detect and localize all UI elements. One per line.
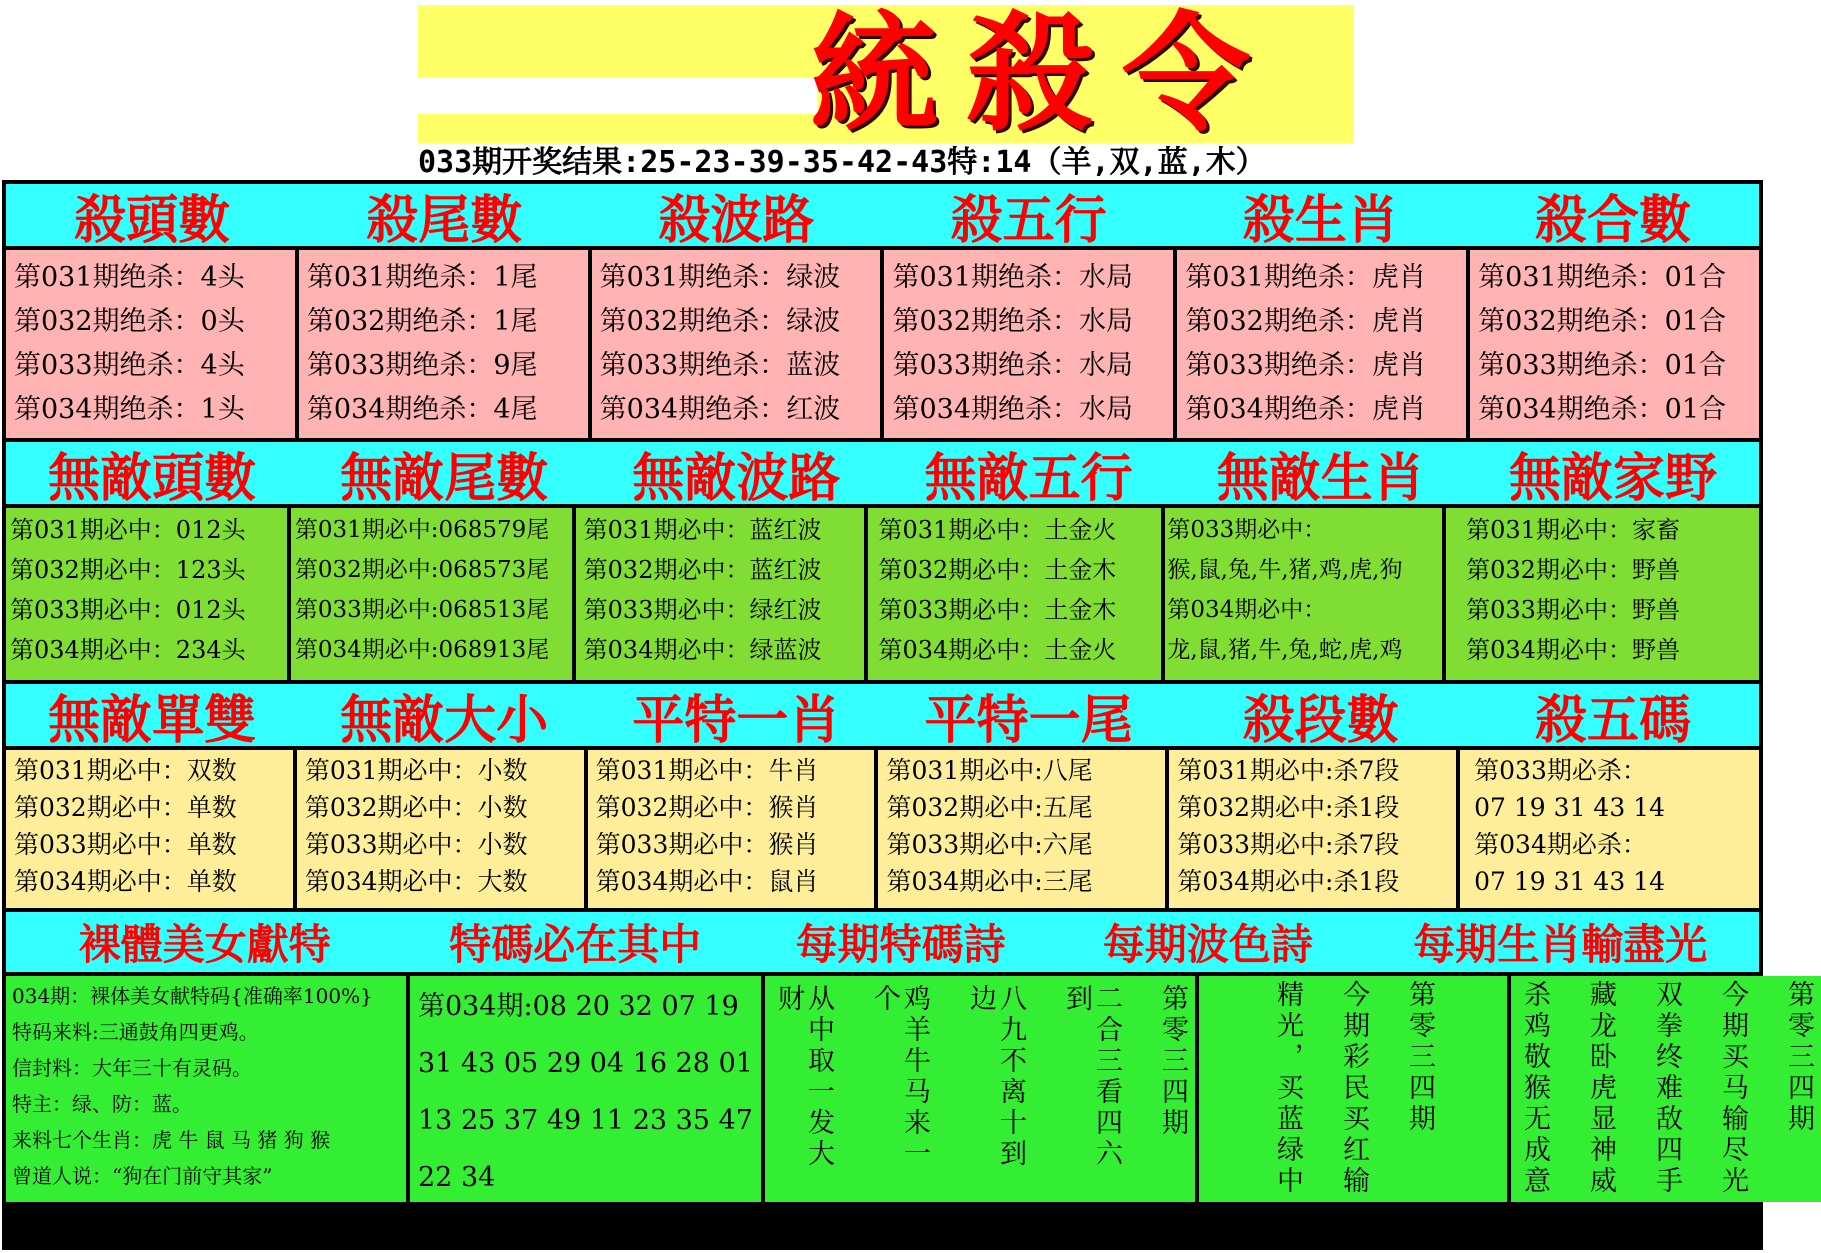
header-kill-segment: 殺段數 xyxy=(1242,690,1399,751)
code-poem-cell: 第零三四期 二合三看四六到 八九不离十到边 鸡羊牛马来一个 从中取一发大财 xyxy=(765,976,1195,1202)
draw-result: 033期开奖结果:25-23-39-35-42-43特:14（羊,双,蓝,木） xyxy=(418,145,1266,180)
header-win-wave: 無敵波路 xyxy=(632,448,841,509)
win-head-cell: 第031期必中：012头 第032期必中：123头 第033期必中：012头 第034期必中：234头 xyxy=(6,508,287,680)
kill-row xyxy=(6,250,1759,438)
header-codes: 特碼必在其中 xyxy=(449,920,702,969)
header-kill-sum: 殺合數 xyxy=(1534,190,1691,251)
kill-sum-cell: 第031期绝杀：01合 第032期绝杀：01合 第033期绝杀：01合 第034期绝杀：01合 xyxy=(1470,250,1759,438)
kill-element-cell: 第031期绝杀：水局 第032期绝杀：水局 第033期绝杀：水局 第034期绝杀：水局 xyxy=(884,250,1173,438)
header-kill-tail: 殺尾數 xyxy=(366,190,523,251)
codes-cell: 第034期:08 20 32 07 19 31 43 05 29 04 16 28 01 13 25 37 49 11 23 35 47 22 34 xyxy=(410,976,761,1202)
poem-headers xyxy=(6,912,1759,972)
flat-tail-cell: 第031期必中:八尾 第032期必中:五尾 第033期必中:六尾 第034期必中:三尾 xyxy=(878,750,1165,908)
kill-segment-cell: 第031期必中:杀7段 第032期必中:杀1段 第033期必中:杀7段 第034期必中:杀1段 xyxy=(1169,750,1456,908)
header-flat-tail: 平特一尾 xyxy=(924,690,1133,751)
big-small-cell: 第031期必中：小数 第032期必中：小数 第033期必中：小数 第034期必中：大数 xyxy=(297,750,584,908)
kill-five-cell: 第033期必杀： 07 19 31 43 14 第034期必杀： 07 19 31 43 14 xyxy=(1460,750,1759,908)
header-wave-poem: 每期波色詩 xyxy=(1102,920,1313,969)
header-kill-zodiac: 殺生肖 xyxy=(1242,190,1399,251)
header-win-element: 無敵五行 xyxy=(924,448,1133,509)
header-big-small: 無敵大小 xyxy=(340,690,549,751)
header-flat-zodiac: 平特一肖 xyxy=(632,690,841,751)
win-wave-cell: 第031期必中：蓝红波 第032期必中：蓝红波 第033期必中：绿红波 第034期必中：绿蓝波 xyxy=(576,508,865,680)
header-kill-head: 殺頭數 xyxy=(74,190,231,251)
header-kill-five: 殺五碼 xyxy=(1534,690,1691,751)
header-zodiac-poem: 每期生肖輸盡光 xyxy=(1413,920,1708,969)
kill-wave-cell: 第031期绝杀：绿波 第032期绝杀：绿波 第033期绝杀：蓝波 第034期绝杀：红波 xyxy=(592,250,881,438)
kill-zodiac-cell: 第031期绝杀：虎肖 第032期绝杀：虎肖 第033期绝杀：虎肖 第034期绝杀：虎肖 xyxy=(1177,250,1466,438)
zodiac-poem-cell: 第零三四期 今期买马输尽光 双拳终难敌四手 藏龙卧虎显神威 杀鸡敬猴无成意 xyxy=(1511,976,1821,1202)
header-kill-wave: 殺波路 xyxy=(658,190,815,251)
header-win-head: 無敵頭數 xyxy=(48,448,257,509)
flat-zodiac-cell: 第031期必中：牛肖 第032期必中：猴肖 第033期必中：猴肖 第034期必中：鼠肖 xyxy=(588,750,875,908)
poem-row xyxy=(6,976,1814,1202)
kill-head-cell: 第031期绝杀：4头 第032期绝杀：0头 第033期绝杀：4头 第034期绝杀：1头 xyxy=(6,250,295,438)
win-element-cell: 第031期必中：土金火 第032期必中：土金木 第033期必中：土金木 第034期必中：土金火 xyxy=(868,508,1161,680)
win-domestic-cell: 第031期必中：家畜 第032期必中：野兽 第033期必中：野兽 第034期必中：野兽 xyxy=(1446,508,1759,680)
header-beauty: 裸體美女獻特 xyxy=(78,920,331,969)
main-grid xyxy=(2,180,1814,1250)
kill-tail-cell: 第031期绝杀：1尾 第032期绝杀：1尾 第033期绝杀：9尾 第034期绝杀：4尾 xyxy=(299,250,588,438)
odd-even-cell: 第031期必中：双数 第032期必中：单数 第033期必中：单数 第034期必中：单数 xyxy=(6,750,293,908)
wave-poem-cell: 第零三四期 今期彩民买红输 精光，买蓝绿中 xyxy=(1199,976,1507,1202)
header-win-domestic: 無敵家野 xyxy=(1508,448,1717,509)
invincible-headers xyxy=(6,442,1759,509)
special-row xyxy=(6,750,1759,908)
win-zodiac-cell: 第033期必中： 猴,鼠,兔,牛,猪,鸡,虎,狗 第034期必中： 龙,鼠,猪,牛,兔,蛇,虎,鸡 xyxy=(1165,508,1442,680)
banner-gap xyxy=(418,78,818,114)
special-headers xyxy=(6,684,1759,751)
kill-headers xyxy=(6,184,1759,251)
header-win-zodiac: 無敵生肖 xyxy=(1216,448,1425,509)
header-code-poem: 每期特碼詩 xyxy=(795,920,1006,969)
header-kill-element: 殺五行 xyxy=(950,190,1107,251)
page-title: 統殺令 xyxy=(810,0,1279,149)
beauty-cell: 034期：裸体美女献特码{准确率100%} 特码来料:三通鼓角四更鸡。 信封料：大年三十有灵码。 特主：绿、防：蓝。 来料七个生肖：虎 牛 鼠 马 猪 狗 猴 曾道人说：“狗在门前守其家” xyxy=(6,976,406,1202)
header-odd-even: 無敵單雙 xyxy=(48,690,257,751)
win-tail-cell: 第031期必中:068579尾 第032期必中:068573尾 第033期必中:068513尾 第034期必中:068913尾 xyxy=(291,508,572,680)
header-win-tail: 無敵尾數 xyxy=(340,448,549,509)
invincible-row xyxy=(6,508,1759,680)
